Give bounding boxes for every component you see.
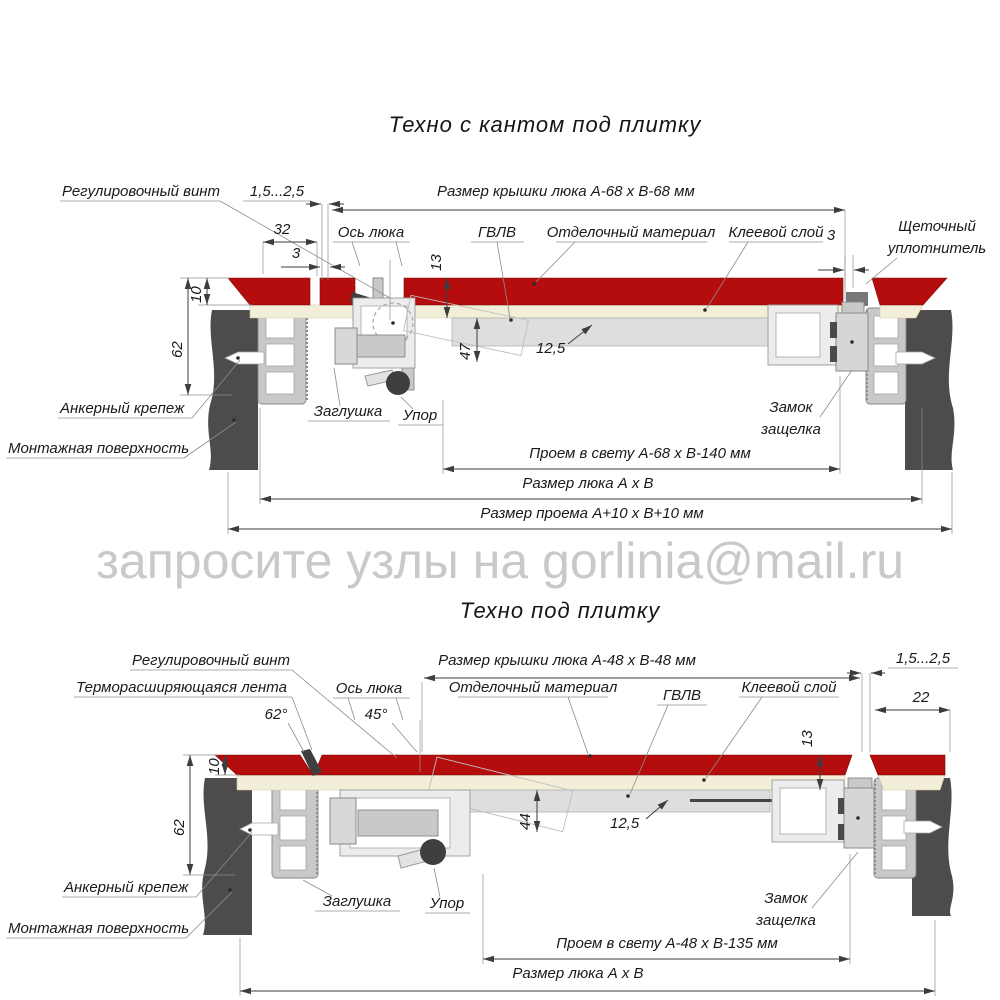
label-adjust-screw: Регулировочный винт [62, 183, 221, 200]
mounting-wall-right [912, 778, 953, 916]
dim-clear-opening: Проем в свету А-68 х В-140 мм [529, 445, 751, 462]
dim-cover-size: Размер крышки люка А-68 х В-68 мм [437, 183, 695, 200]
dim-clear-opening: Проем в свету А-48 х В-135 мм [556, 935, 778, 952]
label-lock-2: защелка [756, 912, 816, 929]
dim-3-right: 3 [826, 227, 836, 244]
bottom-diagram-title: Техно под плитку [459, 598, 661, 623]
bottom-dimensions-bottom [240, 854, 935, 996]
label-lock-2: защелка [761, 421, 821, 438]
dim-10: 10 [188, 286, 205, 303]
bottom-cross-section [202, 720, 953, 935]
label-anchor: Анкерный крепеж [64, 879, 189, 896]
label-anchor: Анкерный крепеж [60, 400, 185, 417]
dim-47: 47 [457, 343, 474, 360]
dim-angle-45: 45° [364, 706, 388, 723]
dim-hatch-size: Размер люка А х В [512, 965, 644, 982]
label-mount-surface: Монтажная поверхность [8, 920, 190, 937]
label-gvlv: ГВЛВ [662, 687, 702, 704]
label-finish-material: Отделочный материал [448, 679, 618, 696]
top-callouts-lower [6, 356, 852, 458]
label-stop: Упор [429, 895, 465, 912]
top-cross-section [208, 278, 954, 470]
frame-profile-left [258, 308, 307, 404]
adhesive-layer-right [878, 775, 945, 790]
watermark-text: запросите узлы на gorlinia@mail.ru [95, 533, 905, 589]
dim-cover-size: Размер крышки люка А-48 х В-48 мм [438, 652, 696, 669]
dim-angle-62: 62° [264, 706, 288, 723]
dim-opening-size: Размер проема А+10 х В+10 мм [480, 505, 704, 522]
dim-gap: 1,5...2,5 [249, 183, 305, 200]
label-plug: Заглушка [313, 403, 383, 420]
adhesive-layer [237, 775, 845, 790]
dim-12-5: 12,5 [536, 340, 566, 357]
dim-hatch-size: Размер люка А х В [522, 475, 654, 492]
dim-32: 32 [273, 221, 291, 238]
label-hatch-axis: Ось люка [335, 680, 403, 697]
tile-layer [228, 278, 947, 305]
label-mount-surface: Монтажная поверхность [8, 440, 190, 457]
label-lock-1: Замок [769, 399, 813, 416]
label-finish-material: Отделочный материал [546, 224, 716, 241]
latch-assembly [772, 778, 874, 848]
label-glue-layer: Клеевой слой [728, 224, 824, 241]
dim-44: 44 [517, 813, 534, 830]
latch-rod [690, 799, 780, 802]
label-adjust-screw: Регулировочный винт [132, 652, 291, 669]
dim-13: 13 [799, 730, 816, 747]
label-lock-1: Замок [764, 890, 808, 907]
dim-10: 10 [206, 758, 223, 775]
label-plug: Заглушка [322, 893, 392, 910]
top-diagram-title: Техно с кантом под плитку [388, 112, 702, 137]
gvl-panel [452, 318, 768, 346]
stop-roller [420, 839, 446, 865]
label-brush-seal-2: уплотнитель [887, 240, 987, 257]
dim-62: 62 [171, 819, 188, 836]
dim-gap: 1,5...2,5 [895, 650, 951, 667]
label-stop: Упор [402, 407, 438, 424]
dim-12-5: 12,5 [610, 815, 640, 832]
dim-3-left: 3 [291, 245, 301, 262]
adhesive-layer-right [880, 305, 923, 318]
frame-profile-left [272, 778, 318, 878]
dim-62: 62 [169, 341, 186, 358]
label-hatch-axis: Ось люка [337, 224, 405, 241]
mounting-wall-left [202, 778, 252, 935]
mounting-wall-right [905, 310, 954, 470]
label-glue-layer: Клеевой слой [741, 679, 837, 696]
label-brush-seal-1: Щеточный [898, 218, 976, 235]
label-thermal-tape: Терморасширяющаяся лента [76, 679, 287, 696]
tile-layer [215, 755, 945, 775]
top-dimensions-bottom [228, 376, 952, 534]
label-gvlv: ГВЛВ [477, 224, 517, 241]
adhesive-layer [250, 305, 843, 318]
bottom-diagram [0, 640, 1000, 1000]
dim-22: 22 [912, 689, 930, 706]
stop-roller [386, 371, 410, 395]
dim-13: 13 [428, 254, 445, 271]
top-diagram [0, 170, 1000, 545]
